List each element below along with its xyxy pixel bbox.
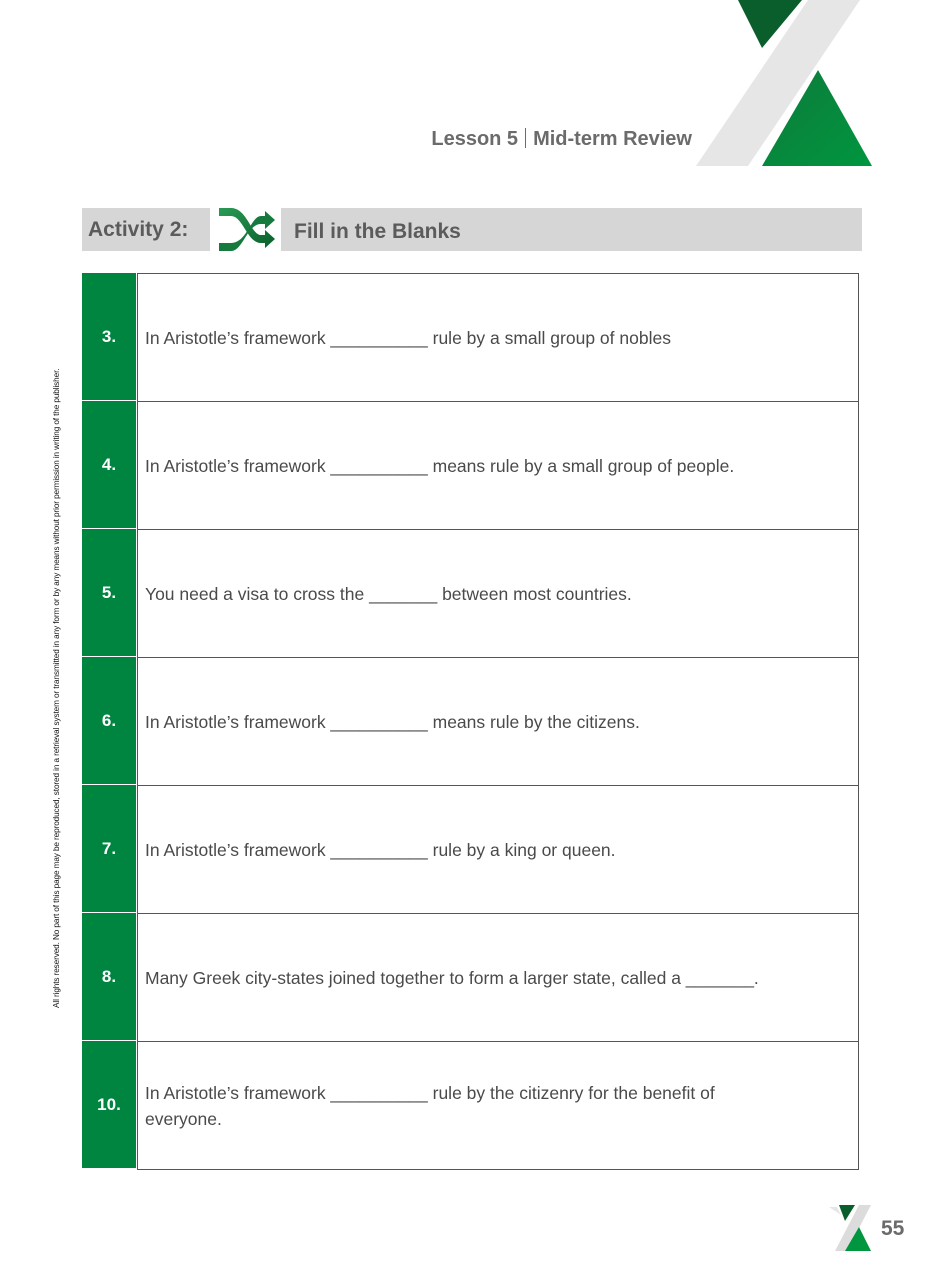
question-text: In Aristotle’s framework __________ means rule by a small group of people. [137,401,859,530]
copyright-notice: All rights reserved. No part of this page may be reproduced, stored in a retrieval system or transmitted in any form or by any means without prior permission in writing of the publisher. [52,368,61,1008]
question-row [82,273,859,401]
lesson-number: Lesson 5 [431,128,519,150]
question-row [82,529,859,657]
question-number: 4. [82,401,136,529]
lesson-title: Mid-term Review [533,128,692,150]
question-list [82,273,859,1169]
question-text: In Aristotle’s framework __________ rule by a small group of nobles [137,273,859,402]
page-number: 55 [881,1217,905,1240]
question-row [82,785,859,913]
page-logo-icon [829,1205,873,1251]
shuffle-icon [217,208,277,251]
question-number: 5. [82,529,136,657]
question-number: 8. [82,913,136,1041]
question-number: 6. [82,657,136,785]
question-number: 3. [82,273,136,401]
question-text: You need a visa to cross the _______ between most countries. [137,529,859,658]
activity-bar [82,208,862,251]
header-divider [525,128,526,148]
question-text: In Aristotle’s framework __________ rule by the citizenry for the benefit of everyone. [137,1041,859,1170]
activity-label: Activity 2: [82,208,210,251]
question-text: In Aristotle’s framework __________ means rule by the citizens. [137,657,859,786]
lesson-header [431,128,692,151]
activity-title: Fill in the Blanks [281,208,862,251]
question-text: In Aristotle’s framework __________ rule by a king or queen. [137,785,859,914]
question-number: 7. [82,785,136,913]
brand-logo [690,0,890,170]
question-row [82,1041,859,1169]
question-number: 10. [82,1041,136,1169]
question-text: Many Greek city-states joined together to form a larger state, called a _______. [137,913,859,1042]
question-row [82,401,859,529]
question-row [82,913,859,1041]
question-row [82,657,859,785]
